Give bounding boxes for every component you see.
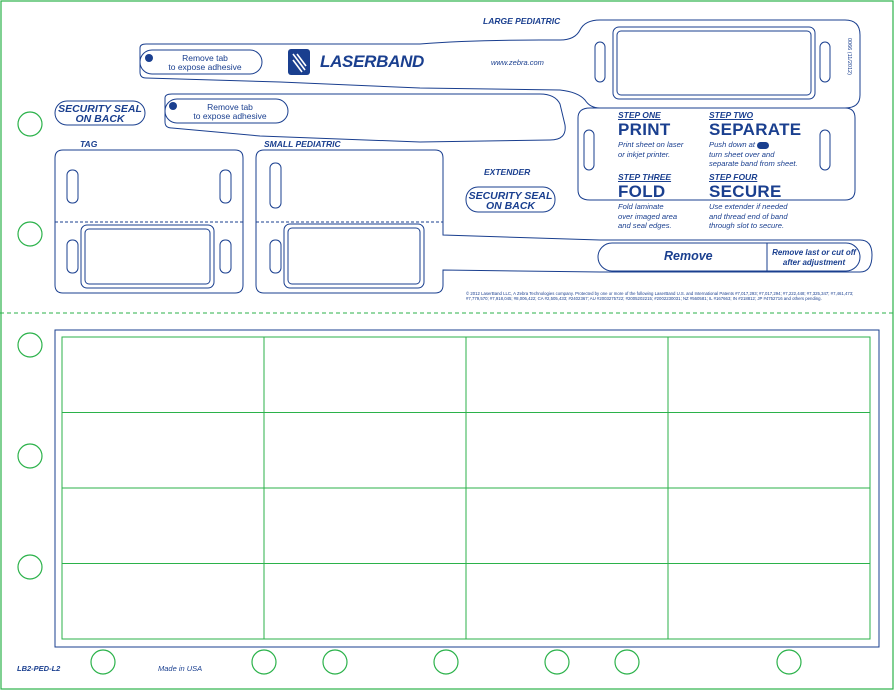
label-cell (466, 337, 668, 413)
step-one-label: STEP ONE (618, 110, 661, 120)
label-cell (466, 564, 668, 640)
remove-tab-1-line1: Remove tab (182, 53, 228, 63)
label-cell (62, 337, 264, 413)
step-two (709, 110, 801, 169)
steps-slot-left (584, 130, 594, 170)
step-three-label: STEP THREE (618, 172, 672, 182)
label-cell (264, 488, 466, 564)
label-cell (668, 337, 870, 413)
step-one-desc: Print sheet on laser or inkjet printer. (618, 140, 684, 159)
label-cell (264, 564, 466, 640)
label-cell (466, 488, 668, 564)
label-cell (668, 564, 870, 640)
remove-note-line2: after adjustment (782, 257, 846, 267)
security-seal-right-line1: SECURITY SEAL (468, 190, 553, 202)
label-cell (62, 564, 264, 640)
feed-holes-left (18, 112, 42, 579)
remove-tab-2-line1: Remove tab (207, 102, 253, 112)
security-seal-left-line1: SECURITY SEAL (58, 103, 142, 115)
website-text: www.zebra.com (491, 58, 544, 67)
label-cell (668, 413, 870, 489)
footer-code: LB2-PED-L2 (17, 664, 61, 673)
tab-dot-1 (145, 54, 153, 62)
security-seal-left-text (55, 104, 145, 124)
made-in-usa: Made in USA (158, 664, 203, 673)
label-cell (668, 488, 870, 564)
step-four-desc: Use extender if needed and thread end of band through slot to secure. (709, 202, 788, 230)
remove-label: Remove (664, 249, 713, 263)
step-one-title: PRINT (618, 120, 671, 139)
label-cell (264, 337, 466, 413)
small-pediatric-label: SMALL PEDIATRIC (264, 139, 341, 149)
step-two-desc: Push down at turn sheet over and separate band from sheet. (709, 140, 798, 168)
form-code: 0066 (11/2012) (846, 38, 852, 75)
remove-tab-2-line2: to expose adhesive (193, 111, 267, 121)
large-pediatric-label: LARGE PEDIATRIC (483, 16, 561, 26)
zebra-logo-icon (288, 49, 310, 75)
remove-note-line1: Remove last or cut off (772, 248, 856, 257)
remove-tab-1-line2: to expose adhesive (168, 62, 242, 72)
remove-tab-1-text (155, 54, 255, 72)
patent-text: © 2012 LaserBand LLC, A Zebra Technologies company. Protected by one or more of the following LaserBand U.S. and International Patents #7,017,293; #7,017,294; #7,222,448; #7,325,347; #7,461,473; #7,779,570; #7,918,045; #8,006,422; CA #2,505,433; #2402367; AU #2003275722; #2005202215; #2002230031; NZ #560581; IL #167663; IN #218812; JP #4752716 and others pending. (466, 291, 854, 302)
push-dot-icon (757, 142, 769, 149)
step-four (709, 172, 788, 231)
security-seal-right-line2: ON BACK (486, 200, 535, 212)
label-cell (466, 413, 668, 489)
remove-tab-2-text (180, 103, 280, 121)
remove-note (770, 248, 858, 267)
steps-slot-right (820, 130, 830, 170)
tab-dot-2 (169, 102, 177, 110)
security-seal-left-line2: ON BACK (75, 113, 125, 125)
label-cell (62, 413, 264, 489)
step-one (618, 110, 683, 159)
tag-band (55, 150, 243, 293)
step-three (618, 172, 677, 231)
label-cell (264, 413, 466, 489)
label-grid (62, 337, 870, 639)
step-two-title: SEPARATE (709, 120, 802, 139)
tag-label: TAG (80, 139, 98, 149)
step-three-title: FOLD (618, 182, 666, 201)
step-three-desc: Fold laminate over imaged area and seal edges. (618, 202, 678, 230)
label-cell (62, 488, 264, 564)
step-two-label: STEP TWO (709, 110, 754, 120)
step-four-title: SECURE (709, 182, 782, 201)
brand-logo-text: LASERBAND (320, 52, 425, 71)
step-four-label: STEP FOUR (709, 172, 758, 182)
extender-label: EXTENDER (484, 167, 531, 177)
security-seal-right-text (466, 191, 555, 211)
